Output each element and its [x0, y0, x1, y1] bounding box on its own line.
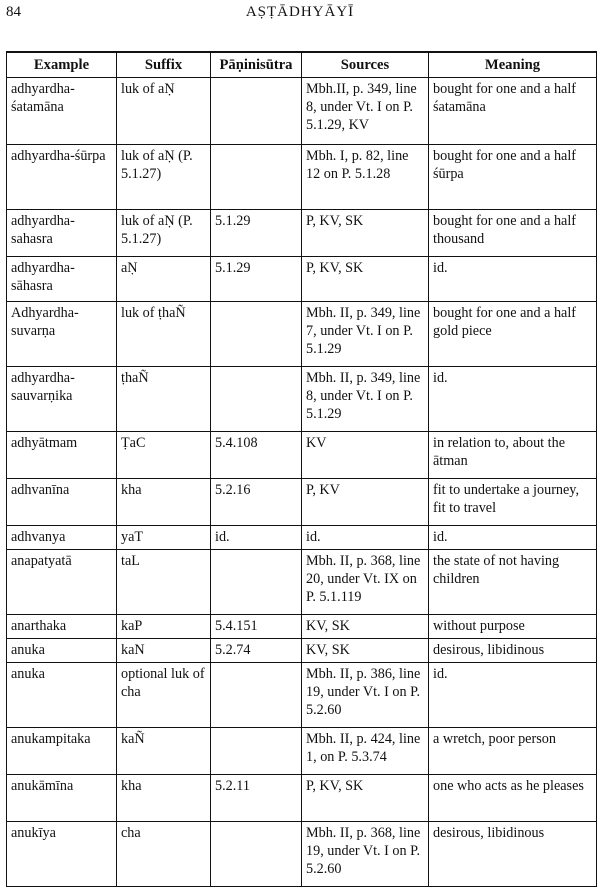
cell-meaning: desirous, libidinous: [429, 822, 597, 887]
cell-sutra: 5.2.16: [211, 479, 302, 526]
cell-meaning: desirous, libidinous: [429, 639, 597, 663]
cell-meaning: in relation to, about the ātman: [429, 432, 597, 479]
cell-meaning: one who acts as he pleases: [429, 775, 597, 822]
page-header: [0, 4, 600, 28]
cell-meaning: the state of not having children: [429, 550, 597, 615]
cell-meaning: bought for one and a half śatamāna: [429, 78, 597, 145]
cell-example: anuka: [7, 663, 117, 728]
cell-meaning: bought for one and a half gold piece: [429, 302, 597, 367]
cell-sutra: id.: [211, 526, 302, 550]
table-row: [7, 728, 597, 775]
cell-example: anukāmīna: [7, 775, 117, 822]
cell-sources: P, KV, SK: [302, 775, 429, 822]
cell-example: anukampitaka: [7, 728, 117, 775]
table-row: [7, 550, 597, 615]
running-title: AṢṬĀDHYĀYĪ: [245, 4, 355, 20]
cell-example: anuka: [7, 639, 117, 663]
table-row: [7, 822, 597, 887]
cell-sources: KV, SK: [302, 615, 429, 639]
cell-meaning: a wretch, poor person: [429, 728, 597, 775]
cell-sources: P, KV, SK: [302, 210, 429, 257]
cell-sutra: [211, 663, 302, 728]
cell-sources: id.: [302, 526, 429, 550]
cell-meaning: bought for one and a half śūrpa: [429, 145, 597, 210]
table-row: [7, 432, 597, 479]
cell-meaning: id.: [429, 367, 597, 432]
cell-suffix: luk of aṆ (P. 5.1.27): [117, 210, 211, 257]
cell-sutra: [211, 78, 302, 145]
cell-example: adhyardha-śatamāna: [7, 78, 117, 145]
cell-sutra: [211, 145, 302, 210]
cell-meaning: without purpose: [429, 615, 597, 639]
table-row: [7, 479, 597, 526]
cell-suffix: yaT: [117, 526, 211, 550]
page-number: 84: [6, 4, 21, 20]
cell-suffix: optional luk of cha: [117, 663, 211, 728]
cell-suffix: luk of ṭhaÑ: [117, 302, 211, 367]
table-row: [7, 145, 597, 210]
lexicon-table: [6, 51, 597, 887]
cell-sutra: 5.4.108: [211, 432, 302, 479]
cell-sutra: [211, 302, 302, 367]
cell-sources: Mbh. II, p. 386, line 19, under Vt. I on P. 5.2.60: [302, 663, 429, 728]
cell-suffix: aṆ: [117, 257, 211, 302]
cell-sutra: 5.2.74: [211, 639, 302, 663]
cell-suffix: kha: [117, 479, 211, 526]
cell-suffix: ṭhaÑ: [117, 367, 211, 432]
cell-meaning: fit to undertake a journey, fit to travel: [429, 479, 597, 526]
cell-example: anapatyatā: [7, 550, 117, 615]
cell-suffix: kaP: [117, 615, 211, 639]
table-row: [7, 663, 597, 728]
column-header-meaning: Meaning: [429, 52, 597, 78]
cell-example: anukīya: [7, 822, 117, 887]
cell-example: adhyardha-śūrpa: [7, 145, 117, 210]
cell-suffix: luk of aṆ (P. 5.1.27): [117, 145, 211, 210]
cell-example: adhvanya: [7, 526, 117, 550]
cell-sources: P, KV, SK: [302, 257, 429, 302]
table-row: [7, 78, 597, 145]
cell-sutra: 5.1.29: [211, 257, 302, 302]
cell-suffix: kaÑ: [117, 728, 211, 775]
cell-suffix: cha: [117, 822, 211, 887]
cell-sources: Mbh. I, p. 82, line 12 on P. 5.1.28: [302, 145, 429, 210]
cell-sutra: 5.1.29: [211, 210, 302, 257]
column-header-paninisutra: Pāṇinisūtra: [211, 52, 302, 78]
cell-sutra: [211, 550, 302, 615]
cell-example: adhyardha-sauvarṇika: [7, 367, 117, 432]
column-header-sources: Sources: [302, 52, 429, 78]
cell-sources: Mbh. II, p. 368, line 19, under Vt. I on P. 5.2.60: [302, 822, 429, 887]
cell-suffix: ṬaC: [117, 432, 211, 479]
cell-sutra: [211, 822, 302, 887]
cell-sources: Mbh. II, p. 368, line 20, under Vt. IX on P. 5.1.119: [302, 550, 429, 615]
cell-sutra: 5.4.151: [211, 615, 302, 639]
cell-example: adhyardha-sāhasra: [7, 257, 117, 302]
cell-meaning: id.: [429, 663, 597, 728]
cell-sutra: [211, 367, 302, 432]
column-header-example: Example: [7, 52, 117, 78]
cell-sources: Mbh. II, p. 424, line 1, on P. 5.3.74: [302, 728, 429, 775]
table-row: [7, 302, 597, 367]
table-row: [7, 615, 597, 639]
cell-sources: KV, SK: [302, 639, 429, 663]
cell-example: adhyardha-sahasra: [7, 210, 117, 257]
cell-sources: Mbh. II, p. 349, line 8, under Vt. I on P. 5.1.29: [302, 367, 429, 432]
table-row: [7, 639, 597, 663]
cell-sources: P, KV: [302, 479, 429, 526]
cell-meaning: id.: [429, 257, 597, 302]
cell-sutra: [211, 728, 302, 775]
cell-suffix: taL: [117, 550, 211, 615]
cell-sources: KV: [302, 432, 429, 479]
cell-example: anarthaka: [7, 615, 117, 639]
table-row: [7, 210, 597, 257]
cell-example: adhvanīna: [7, 479, 117, 526]
table-row: [7, 775, 597, 822]
table-row: [7, 257, 597, 302]
cell-example: adhyātmam: [7, 432, 117, 479]
cell-meaning: id.: [429, 526, 597, 550]
cell-sources: Mbh. II, p. 349, line 7, under Vt. I on P. 5.1.29: [302, 302, 429, 367]
cell-suffix: kha: [117, 775, 211, 822]
cell-sutra: 5.2.11: [211, 775, 302, 822]
column-header-suffix: Suffix: [117, 52, 211, 78]
cell-sources: Mbh.II, p. 349, line 8, under Vt. I on P. 5.1.29, KV: [302, 78, 429, 145]
table-header-row: [7, 52, 597, 78]
table-row: [7, 367, 597, 432]
cell-suffix: luk of aṆ: [117, 78, 211, 145]
cell-suffix: kaN: [117, 639, 211, 663]
cell-example: Adhyardha-suvarṇa: [7, 302, 117, 367]
table-row: [7, 526, 597, 550]
table-body: [7, 78, 597, 887]
cell-meaning: bought for one and a half thousand: [429, 210, 597, 257]
